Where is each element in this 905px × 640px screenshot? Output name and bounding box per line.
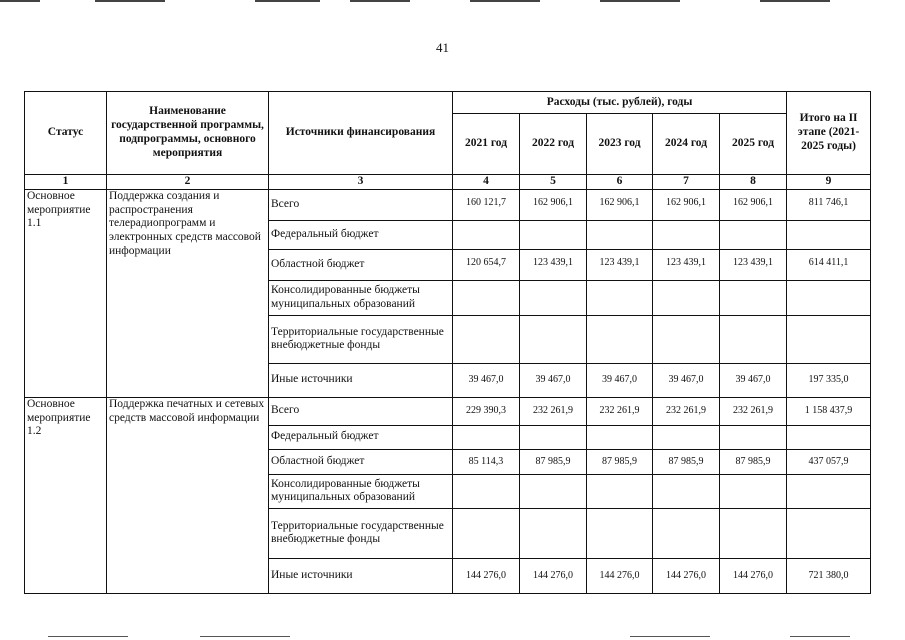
value-cell: 123 439,1 (587, 249, 653, 280)
value-cell (720, 220, 787, 249)
value-cell: 232 261,9 (587, 397, 653, 425)
header-year: 2025 год (720, 114, 787, 175)
value-cell: 85 114,3 (453, 449, 520, 474)
value-cell (520, 474, 587, 508)
value-cell (520, 280, 587, 315)
value-cell (720, 315, 787, 363)
table-row (25, 397, 871, 425)
header-expenses: Расходы (тыс. рублей), годы (453, 92, 787, 114)
value-cell (720, 508, 787, 558)
value-cell: 39 467,0 (520, 363, 587, 397)
value-cell: 87 985,9 (520, 449, 587, 474)
source-cell: Территориальные государственные внебюджетные фонды (269, 315, 453, 363)
value-cell: 162 906,1 (587, 189, 653, 220)
header-sources: Источники финансирования (269, 92, 453, 175)
source-cell: Территориальные государственные внебюджетные фонды (269, 508, 453, 558)
column-number: 3 (269, 175, 453, 190)
value-cell: 229 390,3 (453, 397, 520, 425)
value-cell: 123 439,1 (520, 249, 587, 280)
value-cell: 39 467,0 (453, 363, 520, 397)
value-cell: 87 985,9 (653, 449, 720, 474)
header-year: 2022 год (520, 114, 587, 175)
value-cell (787, 220, 871, 249)
value-cell (787, 474, 871, 508)
value-cell: 160 121,7 (453, 189, 520, 220)
column-number: 5 (520, 175, 587, 190)
header-total: Итого на II этапе (2021-2025 годы) (787, 92, 871, 175)
value-cell: 197 335,0 (787, 363, 871, 397)
value-cell (520, 425, 587, 449)
value-cell: 39 467,0 (587, 363, 653, 397)
row-status: Основное мероприятие 1.1 (25, 189, 107, 397)
scan-top-edge (0, 0, 905, 3)
value-cell: 162 906,1 (653, 189, 720, 220)
value-cell (653, 425, 720, 449)
value-cell (520, 220, 587, 249)
value-cell (787, 508, 871, 558)
expenses-table (24, 91, 871, 594)
source-cell: Областной бюджет (269, 249, 453, 280)
source-cell: Федеральный бюджет (269, 220, 453, 249)
value-cell: 123 439,1 (653, 249, 720, 280)
column-number: 9 (787, 175, 871, 190)
page-number: 41 (436, 40, 449, 55)
value-cell (453, 315, 520, 363)
value-cell (453, 474, 520, 508)
value-cell: 120 654,7 (453, 249, 520, 280)
value-cell: 232 261,9 (720, 397, 787, 425)
value-cell: 39 467,0 (720, 363, 787, 397)
value-cell: 39 467,0 (653, 363, 720, 397)
value-cell: 437 057,9 (787, 449, 871, 474)
source-cell: Всего (269, 189, 453, 220)
value-cell (520, 508, 587, 558)
value-cell (787, 315, 871, 363)
source-cell: Консолидированные бюджеты муниципальных образований (269, 280, 453, 315)
source-cell: Федеральный бюджет (269, 425, 453, 449)
value-cell: 614 411,1 (787, 249, 871, 280)
value-cell (453, 220, 520, 249)
value-cell: 144 276,0 (453, 558, 520, 593)
value-cell (453, 425, 520, 449)
value-cell (453, 508, 520, 558)
value-cell (453, 280, 520, 315)
value-cell: 144 276,0 (720, 558, 787, 593)
value-cell (787, 280, 871, 315)
source-cell: Иные источники (269, 363, 453, 397)
value-cell (653, 508, 720, 558)
value-cell: 1 158 437,9 (787, 397, 871, 425)
value-cell (587, 474, 653, 508)
value-cell: 162 906,1 (720, 189, 787, 220)
column-numbers-row (25, 175, 871, 190)
value-cell: 232 261,9 (653, 397, 720, 425)
value-cell: 87 985,9 (720, 449, 787, 474)
value-cell (787, 425, 871, 449)
value-cell: 144 276,0 (653, 558, 720, 593)
column-number: 1 (25, 175, 107, 190)
column-number: 6 (587, 175, 653, 190)
value-cell: 721 380,0 (787, 558, 871, 593)
value-cell (653, 315, 720, 363)
row-name: Поддержка печатных и сетевых средств массовой информации (107, 397, 269, 593)
value-cell (587, 220, 653, 249)
source-cell: Всего (269, 397, 453, 425)
row-name: Поддержка создания и распространения телерадиопрограмм и электронных средств массовой информации (107, 189, 269, 397)
column-number: 4 (453, 175, 520, 190)
row-status: Основное мероприятие 1.2 (25, 397, 107, 593)
header-name: Наименование государственной программы, подпрограммы, основного мероприятия (107, 92, 269, 175)
header-year: 2023 год (587, 114, 653, 175)
value-cell (587, 280, 653, 315)
value-cell (720, 425, 787, 449)
header-year: 2021 год (453, 114, 520, 175)
table-row (25, 189, 871, 220)
header-status: Статус (25, 92, 107, 175)
value-cell (653, 220, 720, 249)
column-number: 7 (653, 175, 720, 190)
value-cell (653, 474, 720, 508)
source-cell: Областной бюджет (269, 449, 453, 474)
value-cell (720, 474, 787, 508)
value-cell (653, 280, 720, 315)
value-cell (720, 280, 787, 315)
value-cell (587, 315, 653, 363)
value-cell (587, 425, 653, 449)
value-cell: 811 746,1 (787, 189, 871, 220)
column-number: 2 (107, 175, 269, 190)
value-cell: 232 261,9 (520, 397, 587, 425)
source-cell: Консолидированные бюджеты муниципальных образований (269, 474, 453, 508)
value-cell (520, 315, 587, 363)
value-cell (587, 508, 653, 558)
value-cell: 162 906,1 (520, 189, 587, 220)
value-cell: 144 276,0 (520, 558, 587, 593)
source-cell: Иные источники (269, 558, 453, 593)
column-number: 8 (720, 175, 787, 190)
header-year: 2024 год (653, 114, 720, 175)
value-cell: 123 439,1 (720, 249, 787, 280)
value-cell: 87 985,9 (587, 449, 653, 474)
value-cell: 144 276,0 (587, 558, 653, 593)
